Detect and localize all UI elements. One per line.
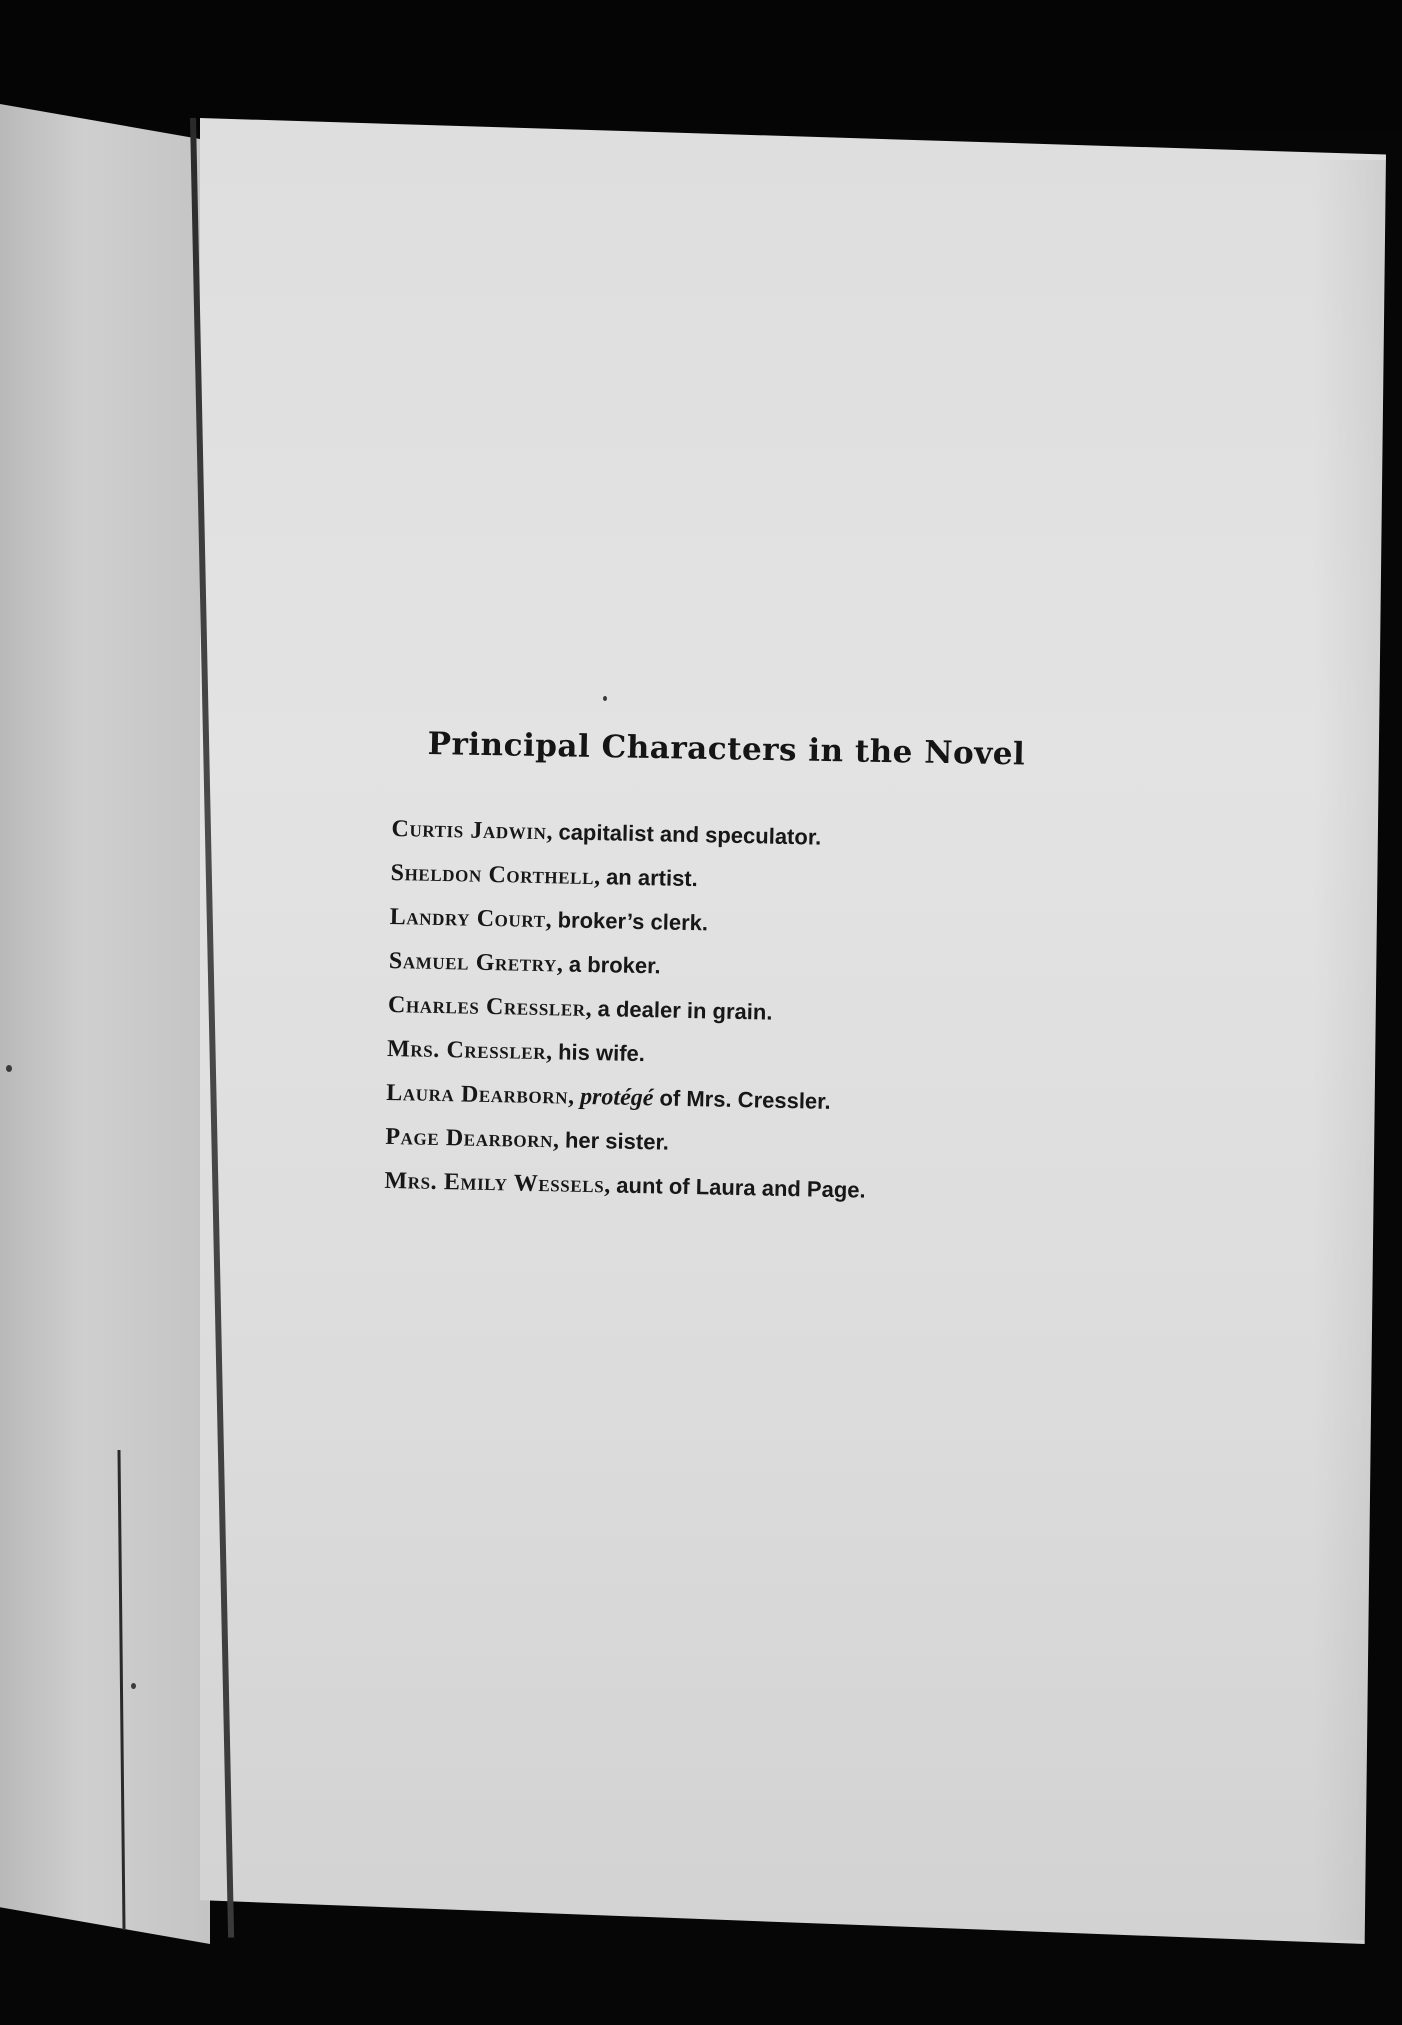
separator: , xyxy=(545,1039,559,1066)
character-description: a broker. xyxy=(568,951,661,979)
left-page-edge xyxy=(0,104,210,1944)
page-title: Principal Characters in the Novel xyxy=(427,726,1026,773)
separator: , xyxy=(556,951,570,978)
character-name: Laura Dearborn xyxy=(385,1079,569,1110)
character-description: broker’s clerk. xyxy=(557,907,709,936)
character-description: her sister. xyxy=(564,1127,670,1155)
separator: , xyxy=(585,995,598,1023)
separator: , xyxy=(552,1127,566,1154)
description-tail: of Mrs. Cressler. xyxy=(653,1085,831,1114)
character-name: Samuel Gretry xyxy=(388,947,558,978)
character-name: Curtis Jadwin xyxy=(391,815,547,846)
separator: , xyxy=(545,907,558,934)
italic-word: protégé xyxy=(579,1083,654,1112)
character-description: a dealer in grain. xyxy=(597,996,773,1025)
character-description xyxy=(580,1084,831,1114)
scan-background xyxy=(0,0,1402,130)
character-name: Sheldon Corthell xyxy=(390,859,595,891)
separator: , xyxy=(604,1172,617,1199)
character-description: an artist. xyxy=(605,864,699,892)
character-description: capitalist and speculator. xyxy=(558,819,822,850)
separator: , xyxy=(546,819,559,846)
print-speck xyxy=(131,1683,136,1689)
character-name: Landry Court xyxy=(389,903,546,934)
character-name: Mrs. Cressler xyxy=(386,1035,547,1066)
character-description: aunt of Laura and Page. xyxy=(616,1172,866,1203)
print-speck xyxy=(6,1065,12,1072)
separator: , xyxy=(567,1083,581,1110)
print-speck xyxy=(603,696,607,701)
character-name: Charles Cressler xyxy=(387,991,586,1022)
character-description: his wife. xyxy=(557,1039,646,1067)
separator: , xyxy=(593,864,607,891)
character-name: Page Dearborn xyxy=(385,1123,554,1154)
character-list xyxy=(384,807,1112,1217)
character-name: Mrs. Emily Wessels xyxy=(384,1167,605,1199)
